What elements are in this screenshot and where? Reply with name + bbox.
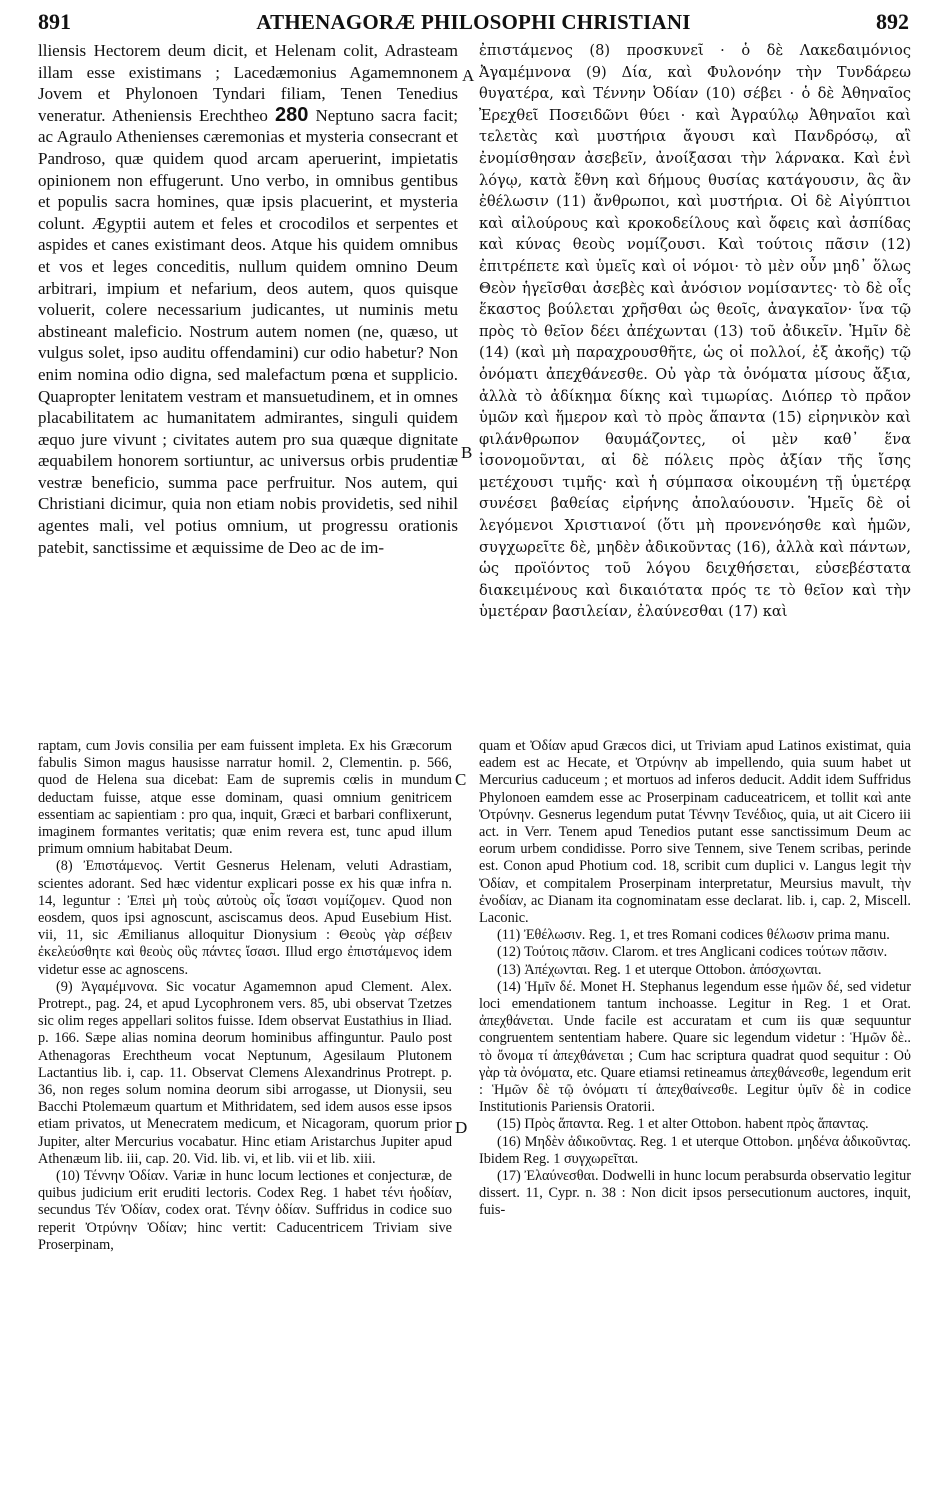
footnote-13: (13) Ἀπέχωνται. Reg. 1 et uterque Ottobon. ἀπόσχωνται. [497, 961, 822, 978]
footnote-continuation: raptam, cum Jovis consilia per eam fuissent impleta. Ex his Græcorum fabulis Simon magus hausisse narratur homil. 2, Clementin. p. 566, quod de Helena sua dicebat: Eam de supremis cœlis in mundum deductam fuisse, atque esse dominam, quasi omnium genitricem essentiam ac sapientiam : pro qua, inquit, Græci et barbari conflixerunt, imaginem formantes veritatis; quæ enim revera est, tunc apud illum primum omnium habitabat Deum. [38, 738, 452, 858]
footnote-15: (15) Πρὸς ἅπαντα. Reg. 1 et alter Ottobon. habent πρὸς ἅπαντας. [497, 1116, 869, 1133]
margin-marker-c: C [455, 770, 467, 789]
footnote-17: (17) Ἐλαύνεσθαι. Dodwelli in hunc locum perabsurda observatio legitur dissert. 11, Cypr. n. 38 : Non dicit ipsos persecutionum auctores, inquit, fuis- [479, 1168, 911, 1219]
greek-column [479, 40, 911, 716]
latin-column [38, 40, 458, 716]
margin-marker-d: D [455, 1118, 468, 1137]
page-number-right: 892 [876, 9, 909, 34]
footnote-9: (9) Ἀγαμέμνονα. Sic vocatur Agamemnon apud Clement. Alex. Protrept., pag. 24, et apud Lycophronem vers. 85, ubi observat Tzetzes sic olim reges appellari solitos fuisse. Idem observat Eustathius in Iliad. p. 166. Sæpe alias nomina deorum hominibus affinguntur. Paulo post Athenagoras Erechtheum vocat Neptunum, Agesilaum Plutonem Lactantius lib. i, cap. 11. Observat Clemens Alexandrinus Protrept. p. 36, non reges solum nomina deorum sibi arrogasse, ut Dionysii, seu Bacchi Ptolemæum quartum et Mithridatem, sed idem ausos esse ipsos etiam privatos, ut Menecratem medicum, et Nicagoram, quorum prior Jupiter, alter Mercurius vocabatur. Hinc etiam Aristarchus Jupiter apud Athenæum lib. iii, cap. 20. Vid. lib. vi, et lib. vii et lib. xiii. [38, 978, 452, 1167]
footnote-11: (11) Ἐθέλωσιν. Reg. 1, et tres Romani codices θέλωσιν prima manu. [497, 927, 890, 944]
footnote-12: (12) Τούτοις πᾶσιν. Clarom. et tres Anglicani codices τούτων πᾶσιν. [497, 944, 888, 961]
margin-number: 280 [274, 103, 309, 126]
footnote-10: (10) Τέννην Ὀδίαν. Variæ in hunc locum lectiones et conjecturæ, de quibus judicium erit eruditi lectoris. Codex Reg. 1 habet τένι ἡοδίαν, secundus Τέν Ὀδίαν, codex orat. Τένην ὀδίαν. Suffridus in codice suo reperit Ὀτρύνην Ὀδίαν; hinc vertit: Caducentricem Triviam sive Proserpinam, [38, 1168, 452, 1253]
page-number-left: 891 [38, 9, 71, 34]
margin-marker-b: B [461, 443, 473, 462]
footnote-10-continuation: quam et Ὀδίαν apud Græcos dici, ut Triviam apud Latinos existimat, quia eadem est ac Hecate, et Ὀτρύνην ab impellendo, quia suum habet ut Mercurius caduceum ; et mortuos ad inferos deducit. Addit idem Suffridus Phylonoen eamdem esse ac Proserpinam caduceatricem, et tollit καὶ ante Ὀτρύνην. Gesnerus legendum putat Τέννην Τενέδιος, quia, ut ait Cicero iii act. in Verr. Tenem apud Tenedios putant esse sanctissimum Deum ac eorum urbem condidisse. Porro sive Tennem, sive Tenem scribas, perinde est. Conon apud Photium cod. 18, scribit cum duplici ν. Langus legit τὴν Ὀδίαν, et compitalem Proserpinam interpretatur, Meursius mavult, τὴν ἐνοδίαν, ac Dianam ita cognominatam esse declarat. lib. i, cap. 2, Miscell. Laconic. [479, 738, 911, 927]
latin-text: lliensis Hectorem deum dicit, et Helenam colit, Adrasteam illam esse existimans ; Lacedæmonius Agamemnonem Jovem et Phylonoen Tyndari filiam, Tenen Tenedius veneratur. Atheniensis Erechtheo 280 Neptuno sacra facit; ac Agraulo Athenienses cæremonias et mysteria consecrant et Pandroso, quæ quidem quod arcam aperuerint, impietatis opinionem non effugerunt. Uno verbo, in omnibus gentibus et populis sacra homines, quæ ipsis placuerint, et mysteria colunt. Ægyptii autem et feles et crocodilos et serpentes et aspides et canes existimant deos. Atque his quidem omnibus et vos et leges conceditis, nullum quidem omnino Deum arbitrari, impium et nefarium, deos autem, quos quisque voluerit, colere necessarium judicantes, ut numinis metu abstineant maleficio. Nostrum autem nomen (ne, quæso, ut vulgus solet, ipso auditu offendamini) cur odio habetur? Non enim nomina odio digna, sed malefactum pœna et supplicio. Quapropter lenitatem vestram et mansuetudinem, et in omnes placabilitatem ac humanitatem admirantes, singuli quidem æquo jure vivunt ; civitates autem pro sua quæque dignitate æquabilem honorem sortiuntur, ac universus orbis prudentiæ vestræ beneficio, summa pace perfruitur. Nos autem, qui Christiani dicimur, quia non etiam nobis providetis, sed nihil agentes mali, vel potius omnium, ut progressu orationis patebit, sanctissime et æquissime de Deo ac de im- [38, 41, 458, 557]
running-title: ATHENAGORÆ PHILOSOPHI CHRISTIANI [256, 10, 691, 34]
running-header [38, 6, 909, 42]
footnote-14: (14) Ἡμῖν δέ. Monet H. Stephanus legendum esse ἡμῶν δέ, sed videtur loci emendationem tantum inchoasse. Legitur in Reg. 1 et Orat. ἀπεχθάνεται. Unde facile est accuratam et cum iis quæ sequuntur congruentem sententiam habere. Quare sic legendum videtur : Ἡμῶν δὲ.. τὸ ὄνομα τί ἀπεχθάνεται ; Cum hac scriptura quadrat quod sequitur : Οὐ γὰρ τὰ ὀνόματα, etc. Quare etiamsi retineamus ἀπεχθάνεσθε, legendum erit : Ἡμῶν δὲ τῷ ὀνόματι τί ἀπεχθαίνεσθε. Legitur ὑμῖν δὲ in codice Institutionis Pariensis Oratorii. [479, 978, 911, 1116]
footnote-16: (16) Μηδὲν ἀδικοῦντας. Reg. 1 et uterque Ottobon. μηδένα ἀδικοῦντας. Ibidem Reg. 1 συγχωρεῖται. [479, 1133, 911, 1167]
footnotes-right-column [479, 738, 911, 1490]
greek-text: ἐπιστάμενος (8) προσκυνεῖ · ὁ δὲ Λακεδαιμόνιος Ἀγαμέμνονα (9) Δία, καὶ Φυλονόην τὴν Τυνδάρεω θυγατέρα, καὶ Τέννην Ὀδίαν (10) σέβει · ὁ δὲ Ἀθηναῖος Ἐρεχθεῖ Ποσειδῶνι θύει · καὶ Ἀγραύλῳ Ἀθηναῖοι καὶ τελετὰς καὶ μυστήρια ἄγουσι καὶ Πανδρόσῳ, αἳ ἐνομίσθησαν ἀσεβεῖν, ἀνοίξασαι τὴν λάρνακα. Καὶ ἑνὶ λόγῳ, κατὰ ἔθνη καὶ δήμους θυσίας κατάγουσιν, ἃς ἂν ἐθέλωσιν (11) ἄνθρωποι, καὶ μυστήρια. Οἱ δὲ Αἰγύπτιοι καὶ αἰλούρους καὶ κροκοδείλους καὶ ὄφεις καὶ ἀσπίδας καὶ κύνας θεοὺς νομίζουσι. Καὶ τούτοις πᾶσιν (12) ἐπιτρέπετε καὶ ὑμεῖς καὶ οἱ νόμοι· τὸ μὲν οὖν μηδ᾽ ὅλως Θεὸν ἡγεῖσθαι ἀσεβὲς καὶ ἀνόσιον νομίσαντες· τὸ δὲ οἷς ἕκαστος βούλεται χρῆσθαι ὡς θεοῖς, ἀναγκαῖον· ἵνα τῷ πρὸς τὸ θεῖον δέει ἀπέχωνται (13) τοῦ ἀδικεῖν. Ἡμῖν δὲ (14) (καὶ μὴ παραχρουσθῆτε, ὡς οἱ πολλοί, ἐξ ἀκοῆς) τῷ ὀνόματι ἀπεχθάνεσθε. Οὐ γὰρ τὰ ὀνόματα μίσους ἄξια, ἀλλὰ τὸ ἀδίκημα δίκης καὶ τιμωρίας. Διόπερ τὸ πρᾶον ὑμῶν καὶ ἥμερον καὶ τὸ πρὸς ἅπαντα (15) εἰρηνικὸν καὶ φιλάνθρωπον θαυμάζοντες, οἱ μὲν καθ᾽ ἕνα ἰσονομοῦνται, αἱ δὲ πόλεις πρὸς ἀξίαν τῆς ἴσης μετέχουσι τιμῆς· καὶ ἡ σύμπασα οἰκουμένη τῇ ὑμετέρᾳ συνέσει βαθείας εἰρήνης ἀπολαύουσιν. Ἡμεῖς δὲ οἱ λεγόμενοι Χριστιανοί (ὅτι μὴ προνενόησθε καὶ ἡμῶν, συγχωρεῖτε δὲ, μηδὲν ἀδικοῦντας (16), ἀλλὰ καὶ πάντων, ὡς προϊόντος τοῦ λόγου δειχθήσεται, εὐσεβέστατα διακειμένους καὶ δικαιότατα πρός τε τὸ θεῖον καὶ τὴν ὑμετέραν βασιλείαν, ἐλαύνεσθαι (17) καὶ [479, 42, 911, 621]
footnote-8: (8) Ἐπιστάμενος. Vertit Gesnerus Helenam, veluti Adrastiam, scientes adorant. Sed hæc videntur explicari posse ex his quæ infra n. 14, leguntur : Ἐπεὶ μὴ τοὺς αὐτοὺς οἷς ἴσασι νομίζομεν. Quod non eosdem, quos ipsi agnoscunt, asciscamus deos. Apud Eusebium Hist. vii, 11, sic Æmilianus alloquitur Dionysium : Θεοὺς γὰρ σέβειν ἐκελεύσθητε καὶ θεοὺς οὓς πάντες ἴσασι. Illud ergo ἐπιστάμενος idem videtur esse ac agnoscens. [38, 858, 452, 978]
footnotes-left-column [38, 738, 452, 1490]
margin-marker-a: A [462, 66, 475, 85]
